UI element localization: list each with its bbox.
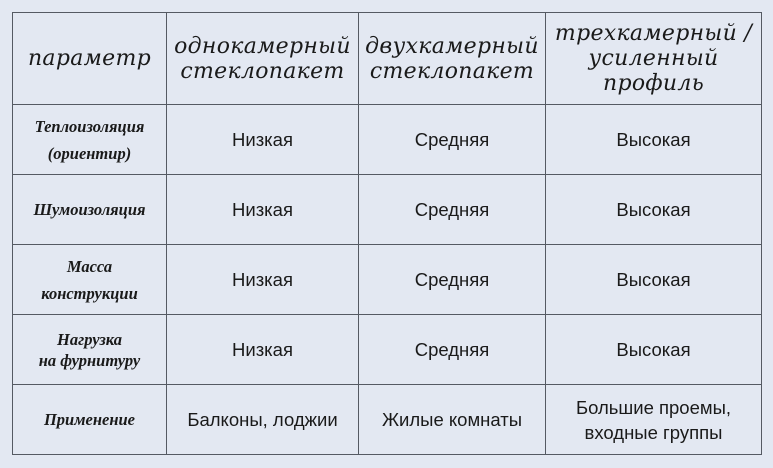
cell-value: Низкая bbox=[167, 175, 359, 245]
cell-value: Низкая bbox=[167, 315, 359, 385]
cell-value: Средняя bbox=[359, 315, 546, 385]
table-header-row bbox=[13, 13, 762, 105]
row-label-line: конструкции bbox=[41, 283, 138, 303]
row-label-noise bbox=[13, 175, 167, 245]
table-row bbox=[13, 315, 762, 385]
header-parameter-text: параметр bbox=[27, 46, 152, 71]
table-row bbox=[13, 385, 762, 455]
row-label-line: Нагрузка bbox=[57, 329, 122, 349]
row-label-line: на фурнитуру bbox=[38, 350, 141, 370]
cell-value: Высокая bbox=[546, 175, 762, 245]
row-label-line: (ориентир) bbox=[47, 143, 132, 163]
cell-value: Средняя bbox=[359, 105, 546, 175]
cell-value bbox=[546, 385, 762, 455]
row-label-thermal bbox=[13, 105, 167, 175]
row-label-line: Шумоизоляция bbox=[33, 200, 146, 219]
cell-value bbox=[167, 385, 359, 455]
cell-value bbox=[359, 385, 546, 455]
cell-value: Высокая bbox=[546, 105, 762, 175]
cell-value: Средняя bbox=[359, 245, 546, 315]
header-double-line-2: стеклопакет bbox=[369, 58, 535, 84]
header-double-chamber bbox=[359, 13, 546, 105]
cell-value-line: Большие проемы, bbox=[575, 396, 732, 418]
header-triple-line-2: усиленный bbox=[588, 46, 719, 71]
header-parameter bbox=[13, 13, 167, 105]
cell-value-line: входные группы bbox=[584, 421, 723, 443]
cell-value-line: Балконы, лоджии bbox=[187, 409, 338, 430]
header-triple-line-1: трехкамерный / bbox=[554, 21, 753, 46]
header-single-line-2: стеклопакет bbox=[180, 58, 345, 84]
row-label-line: Масса bbox=[66, 256, 113, 276]
cell-value: Средняя bbox=[359, 175, 546, 245]
cell-value: Низкая bbox=[167, 105, 359, 175]
row-label-mass bbox=[13, 245, 167, 315]
cell-value-line: Жилые комнаты bbox=[381, 409, 523, 430]
header-triple-line-3: профиль bbox=[603, 71, 704, 96]
table-row bbox=[13, 245, 762, 315]
comparison-table bbox=[12, 12, 762, 455]
cell-value: Высокая bbox=[546, 245, 762, 315]
header-single-chamber bbox=[167, 13, 359, 105]
header-triple-chamber bbox=[546, 13, 762, 105]
cell-value: Высокая bbox=[546, 315, 762, 385]
table-row bbox=[13, 175, 762, 245]
table-row bbox=[13, 105, 762, 175]
row-label-hardware-load bbox=[13, 315, 167, 385]
row-label-line: Применение bbox=[43, 410, 136, 429]
header-double-line-1: двухкамерный bbox=[365, 33, 539, 59]
cell-value: Низкая bbox=[167, 245, 359, 315]
row-label-application bbox=[13, 385, 167, 455]
header-single-line-1: однокамерный bbox=[174, 33, 351, 59]
row-label-line: Теплоизоляция bbox=[34, 116, 145, 136]
